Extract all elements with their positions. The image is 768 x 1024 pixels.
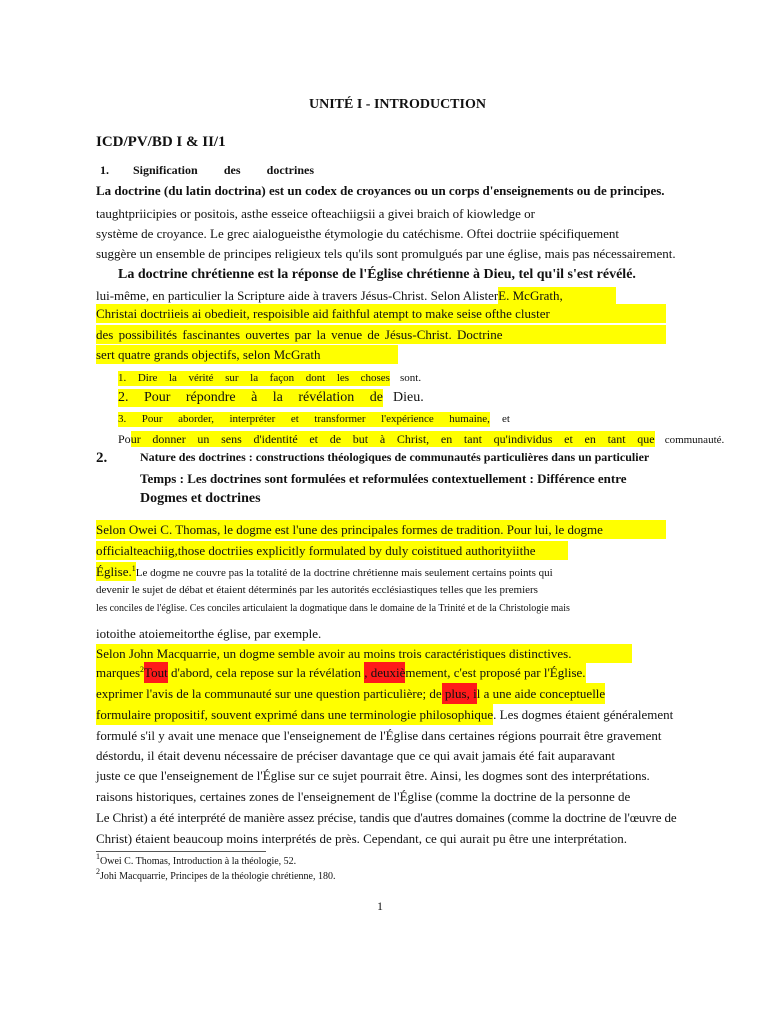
list-word: à (251, 390, 258, 405)
text-segment: . Les dogmes étaient généralement (493, 707, 674, 722)
page-title: UNITÉ I - INTRODUCTION (309, 97, 486, 112)
list-word: et (564, 432, 573, 446)
list-item-tail: communauté. (664, 434, 725, 446)
section-2-number: 2. (96, 450, 108, 466)
list-item-4 (118, 431, 724, 447)
highlighted-text: exprimer l'avis de la communauté sur une question particulière; de (96, 683, 442, 704)
list-item-1 (118, 369, 421, 386)
list-word: dont (305, 372, 326, 384)
list-word: Pour (143, 390, 171, 405)
highlighted-text: formulaire propositif, souvent exprimé dans une terminologie philosophique (96, 704, 493, 725)
red-highlighted-text: plus, i (442, 683, 477, 704)
list-word: 1. (118, 372, 127, 384)
highlighted-line: Selon John Macquarrie, un dogme semble avoir au moins trois caractéristiques distinctives. (96, 644, 632, 663)
text-line: système de croyance. Le grec aialogueisthe étymologie du catéchisme. Oftei doctriie spécifiquement (96, 226, 620, 241)
page-number: 1 (377, 899, 383, 913)
list-word: l'expérience (381, 413, 434, 425)
text-line: devenir le sujet de débat et étaient déterminés par les autorités ecclésiastiques telles que les premiers (96, 584, 538, 596)
highlighted-line: Christai doctriieis ai obedieit, respoisible aid faithful atempt to make seise ofthe cluster (96, 304, 666, 323)
footnote-ref-1[interactable]: 1 (131, 564, 136, 573)
list-word: d'identité (253, 432, 298, 446)
highlighted-text (96, 562, 136, 581)
footnote-2 (96, 867, 336, 882)
section-2-subheading: Dogmes et doctrines (140, 491, 261, 506)
highlighted-text: E. McGrath, (498, 287, 616, 304)
list-word: répondre (185, 390, 236, 405)
section-1-number: 1. (100, 163, 109, 177)
list-word: en (584, 432, 596, 446)
highlighted-text: mement, c'est proposé par l'Église. (405, 662, 585, 683)
doctrine-statement: La doctrine chrétienne est la réponse de l'Église chrétienne à Dieu, tel qu'il s'est révélé. (118, 267, 636, 282)
section-2-subheading: Temps : Les doctrines sont formulées et reformulées contextuellement : Différence entre (140, 471, 627, 486)
list-item-text (118, 389, 383, 407)
list-word: les (336, 372, 350, 384)
list-item-text (118, 371, 390, 386)
list-word: la (250, 372, 259, 384)
list-word: donner (152, 432, 186, 446)
text-segment: Le dogme ne couvre pas la totalité de la doctrine chrétienne mais seulement certains points qui (135, 567, 553, 579)
heading-word: Signification (133, 163, 198, 177)
section-1-heading (133, 164, 314, 176)
list-word: vérité (188, 372, 214, 384)
list-word: interpréter (229, 413, 276, 425)
list-word: de (369, 390, 383, 405)
text-line: suggère un ensemble de principes religieux tels qu'ils sont promulgués par une église, mais pas nécessairement. (96, 246, 676, 261)
list-word: révélation (298, 390, 355, 405)
list-item-text (131, 431, 655, 447)
footnote-text: Owei C. Thomas, Introduction à la théologie, 52. (100, 856, 297, 867)
text-line (96, 287, 616, 304)
list-item-2 (118, 389, 424, 407)
list-word: à (379, 432, 386, 446)
footnote-1 (96, 852, 297, 867)
text-line: déstordu, il était devenu nécessaire de préciser davantage que ce qui avait jamais été fait auparavant (96, 748, 616, 763)
list-word: et (290, 413, 299, 425)
list-word: Pour (141, 413, 163, 425)
heading-word: doctrines (266, 163, 314, 177)
text-line: Christ) étaient beaucoup moins interprétés de près. Cependant, ce qui aurait pu être une interprétation. (96, 831, 628, 846)
text-line: juste ce que l'enseignement de l'Église sur ce sujet pourrait être. Ainsi, les dogmes sont des interprétations. (96, 768, 650, 783)
text-line: iotoithe atoiemeitorthe église, par exemple. (96, 626, 322, 641)
list-item-tail: sont. (400, 372, 422, 384)
course-code: ICD/PV/BD I & II/1 (96, 134, 226, 150)
highlighted-line: sert quatre grands objectifs, selon McGrath (96, 345, 398, 364)
list-word: façon (269, 372, 295, 384)
heading-word: des (223, 163, 241, 177)
list-word: choses (360, 372, 390, 384)
text-line (96, 666, 586, 679)
list-item-head: Po (118, 432, 131, 446)
highlighted-line: officialteachiig,those doctriies explicitly formulated by duly coistitued authorityiithe (96, 541, 568, 560)
text-line: raisons historiques, certaines zones de l'enseignement de l'Église (comme la doctrine de la personne de (96, 789, 631, 804)
list-item-tail: Dieu. (393, 390, 424, 405)
list-word: 3. (118, 413, 127, 425)
list-word: Christ, (396, 432, 430, 446)
list-word: transformer (314, 413, 366, 425)
text-segment: Église. (96, 564, 132, 579)
red-highlighted-text: Tout (144, 662, 168, 683)
highlighted-text (96, 662, 144, 683)
list-word: but (352, 432, 369, 446)
list-word: sens (221, 432, 242, 446)
text-line: taughtpriicipies or positois, asthe esseice ofteachiigsii a givei braich of kiowledge or (96, 206, 535, 221)
text-segment: marques (96, 665, 141, 680)
text-line: les conciles de l'église. Ces conciles articulaient la dogmatique dans le domaine de la Trinité et de la Christologie mais (96, 603, 570, 614)
list-word: de (329, 432, 342, 446)
red-highlighted-text: , deuxiè (364, 662, 405, 683)
list-word: la (168, 372, 177, 384)
text-line (96, 564, 553, 580)
highlighted-text: l a une aide conceptuelle (477, 683, 606, 704)
footnote-ref-2[interactable]: 2 (140, 665, 145, 674)
list-word: tant (607, 432, 626, 446)
list-word: en (440, 432, 453, 446)
list-word: un (197, 432, 210, 446)
footnote-number: 2 (96, 867, 100, 876)
text-line: formulé s'il y avait une menace que l'enseignement de l'Église dans certaines régions pourrait être gravement (96, 728, 662, 743)
list-word: aborder, (178, 413, 214, 425)
text-segment: lui-même, en particulier la Scripture aide à travers Jésus-Christ. Selon Alister (96, 288, 499, 303)
list-word: Dire (137, 372, 158, 384)
list-item-3 (118, 410, 510, 427)
text-line (96, 687, 605, 700)
list-word: qu'individus (493, 432, 553, 446)
list-item-tail: et (502, 413, 510, 425)
list-item-text (118, 412, 490, 427)
definition-line: La doctrine (du latin doctrina) est un codex de croyances ou un corps d'enseignements ou de principes. (96, 183, 665, 198)
list-word: et (309, 432, 319, 446)
list-word: tant (463, 432, 482, 446)
highlighted-text: d'abord, cela repose sur la révélation (168, 662, 365, 683)
list-word: 2. (118, 390, 129, 405)
text-line: Le Christ) a été interprété de manière assez précise, tandis que d'autres domaines (comme la doctrine de l'œuvre de (96, 810, 677, 825)
list-word: la (272, 390, 283, 405)
footnote-text: Johi Macquarrie, Principes de la théologie chrétienne, 180. (100, 871, 336, 882)
list-word: que (637, 432, 655, 446)
list-word: ur (130, 432, 141, 446)
section-2-heading: Nature des doctrines : constructions théologiques de communautés particulières dans un particulier (140, 450, 650, 464)
list-word: humaine, (449, 413, 490, 425)
highlighted-line: des possibilités fascinantes ouvertes par la venue de Jésus-Christ. Doctrine (96, 325, 666, 344)
footnote-number: 1 (96, 852, 100, 861)
text-line (96, 708, 673, 721)
list-word: sur (225, 372, 239, 384)
footnote-divider (96, 851, 266, 852)
highlighted-line: Selon Owei C. Thomas, le dogme est l'une des principales formes de tradition. Pour lui, le dogme (96, 520, 666, 539)
